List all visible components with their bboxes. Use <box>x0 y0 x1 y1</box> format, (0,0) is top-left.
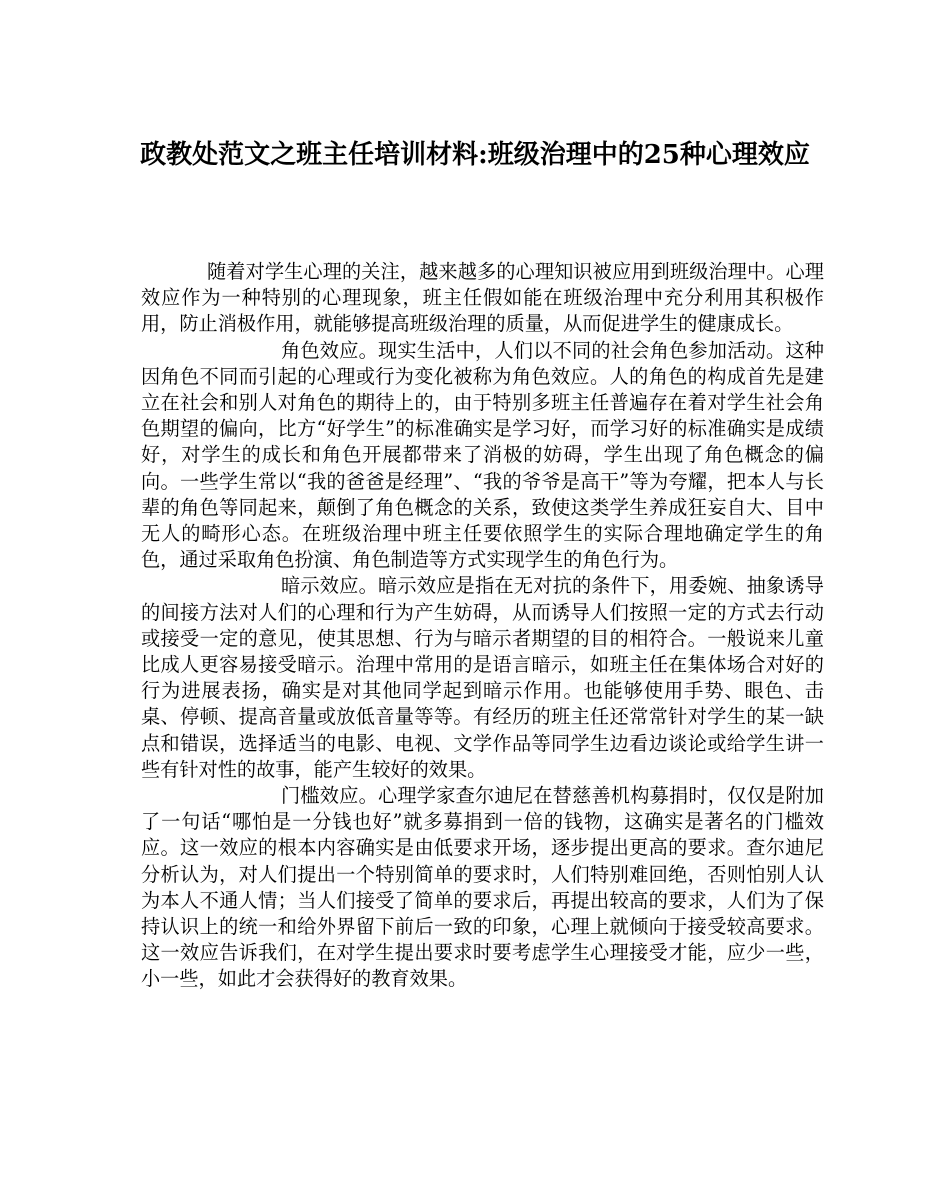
intro-paragraph: 随着对学生心理的关注，越来越多的心理知识被应用到班级治理中。心理效应作为一种特别的心理现象，班主任假如能在班级治理中充分利用其积极作用，防止消极作用，就能够提高班级治理的质量，从而促进学生的健康成长。 <box>141 260 824 336</box>
document-body <box>141 259 824 993</box>
suggestion-effect-paragraph: 暗示效应。暗示效应是指在无对抗的条件下，用委婉、抽象诱导的间接方法对人们的心理和行为产生妨碍，从而诱导人们按照一定的方式去行动或接受一定的意见，使其思想、行为与暗示者期望的目的相符合。一般说来儿童比成人更容易接受暗示。治理中常用的是语言暗示，如班主任在集体场合对好的行为进展表扬，确实是对其他同学起到暗示作用。也能够使用手势、眼色、击桌、停顿、提高音量或放低音量等等。有经历的班主任还常常针对学生的某一缺点和错误，选择适当的电影、电视、文学作品等同学生边看边谈论或给学生讲一些有针对性的故事，能产生较好的效果。 <box>141 574 824 781</box>
role-effect-paragraph: 角色效应。现实生活中，人们以不同的社会角色参加活动。这种因角色不同而引起的心理或行为变化被称为角色效应。人的角色的构成首先是建立在社会和别人对角色的期待上的，由于特别多班主任普遍存在着对学生社会角色期望的偏向，比方“好学生”的标准确实是学习好，而学习好的标准确实是成绩好，对学生的成长和角色开展都带来了消极的妨碍，学生出现了角色概念的偏向。一些学生常以“我的爸爸是经理”、“我的爷爷是高干”等为夸耀，把本人与长辈的角色等同起来，颠倒了角色概念的关系，致使这类学生养成狂妄自大、目中无人的畸形心态。在班级治理中班主任要依照学生的实际合理地确定学生的角色，通过采取角色扮演、角色制造等方式实现学生的角色行为。 <box>141 338 824 572</box>
threshold-effect-paragraph: 门槛效应。心理学家查尔迪尼在替慈善机构募捐时，仅仅是附加了一句话“哪怕是一分钱也好”就多募捐到一倍的钱物，这确实是著名的门槛效应。这一效应的根本内容确实是由低要求开场，逐步提出更高的要求。查尔迪尼分析认为，对人们提出一个特别简单的要求时，人们特别难回绝，否则怕别人认为本人不通人情；当人们接受了简单的要求后，再提出较高的要求，人们为了保持认识上的统一和给外界留下前后一致的印象，心理上就倾向于接受较高要求。这一效应告诉我们，在对学生提出要求时要考虑学生心理接受才能，应少一些，小一些，如此才会获得好的教育效果。 <box>141 784 824 991</box>
document-title: 政教处范文之班主任培训材料:班级治理中的25种心理效应 <box>140 140 810 170</box>
